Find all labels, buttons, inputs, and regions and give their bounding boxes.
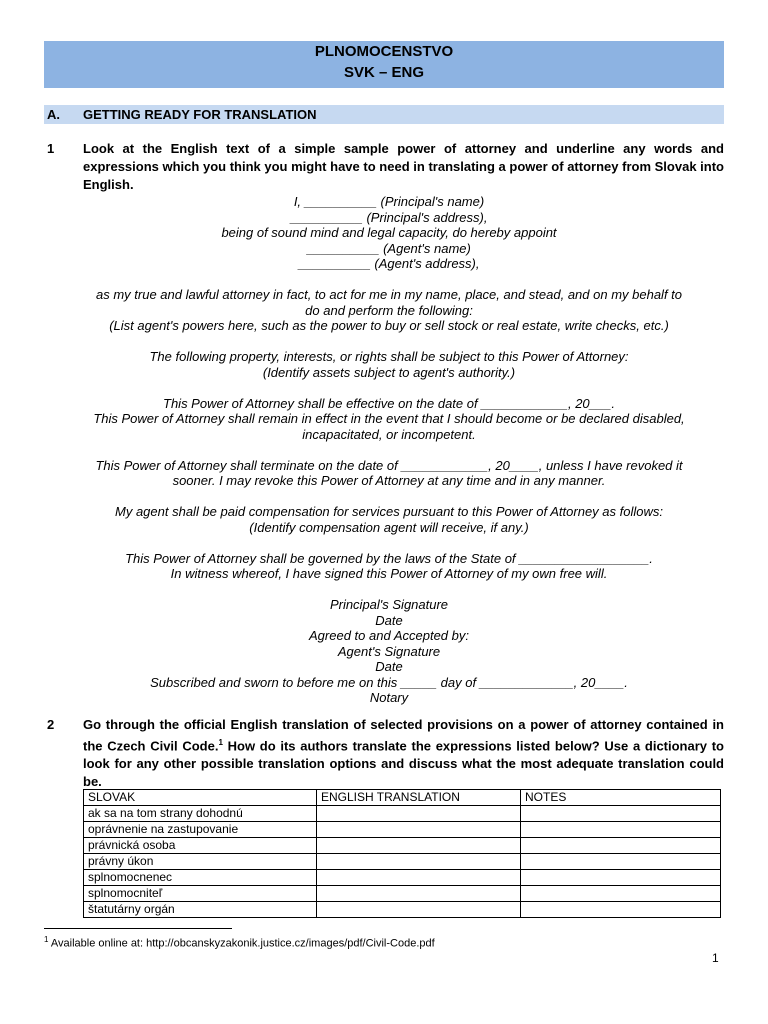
sample-line: Subscribed and sworn to before me on this _____ day of _____________, 20____. bbox=[150, 674, 628, 690]
question-number: 2 bbox=[47, 717, 55, 732]
section-number: A. bbox=[47, 107, 60, 122]
cell-notes[interactable] bbox=[521, 838, 721, 854]
sample-line: The following property, interests, or rights shall be subject to this Power of Attorney: bbox=[149, 349, 629, 364]
cell-notes[interactable] bbox=[521, 822, 721, 838]
sample-line: This Power of Attorney shall be effective on the date of ____________, 20___. bbox=[163, 395, 615, 411]
sample-gap bbox=[44, 380, 734, 396]
question-text: Look at the English text of a simple sample power of attorney and underline any words and expressions which you think you might have to need in translating a power of attorney from Slovak into English. bbox=[83, 141, 724, 192]
sample-gap bbox=[44, 582, 734, 598]
sample-line: sooner. I may revoke this Power of Attorney at any time and in any manner. bbox=[172, 473, 606, 488]
cell-slovak: oprávnenie na zastupovanie bbox=[84, 822, 317, 838]
footnote-separator bbox=[44, 928, 232, 929]
sample-line: Agreed to and Accepted by: bbox=[309, 628, 469, 643]
table-row bbox=[84, 854, 721, 870]
question-1 bbox=[44, 140, 724, 194]
sample-line: __________ (Principal's address), bbox=[290, 209, 488, 225]
question-text-part-2: How do its authors translate the expressions listed below? Use a dictionary to look for any other possible translation options and discuss what the most adequate translation could be. bbox=[83, 738, 724, 790]
table-row bbox=[84, 838, 721, 854]
sample-line: I, __________ (Principal's name) bbox=[293, 194, 485, 209]
table-row bbox=[84, 902, 721, 918]
question-text-part-1: Go through the official English translation of selected provisions on a power of attorney contained in the Czech Civil Code. bbox=[83, 717, 724, 754]
title-line-1: PLNOMOCENSTVO bbox=[314, 43, 454, 60]
sample-line: (Identify assets subject to agent's authority.) bbox=[262, 364, 516, 380]
cell-english-translation[interactable] bbox=[317, 870, 521, 886]
sample-line: Principal's Signature bbox=[329, 597, 449, 612]
cell-english-translation[interactable] bbox=[317, 838, 521, 854]
sample-gap bbox=[44, 272, 734, 288]
sample-line: __________ (Agent's address), bbox=[298, 256, 480, 271]
cell-notes[interactable] bbox=[521, 854, 721, 870]
cell-english-translation[interactable] bbox=[317, 854, 521, 870]
table-row bbox=[84, 822, 721, 838]
cell-english-translation[interactable] bbox=[317, 806, 521, 822]
sample-line: being of sound mind and legal capacity, do hereby appoint bbox=[221, 225, 557, 240]
table-header-row bbox=[84, 790, 721, 806]
sample-line: My agent shall be paid compensation for services pursuant to this Power of Attorney as follows: bbox=[115, 504, 663, 519]
column-header-slovak: SLOVAK bbox=[84, 790, 317, 806]
sample-line: incapacitated, or incompetent. bbox=[302, 426, 476, 442]
document-title bbox=[44, 41, 724, 88]
sample-gap bbox=[44, 535, 734, 551]
column-header-notes: NOTES bbox=[521, 790, 721, 806]
sample-gap bbox=[44, 489, 734, 505]
sample-line: In witness whereof, I have signed this Power of Attorney of my own free will. bbox=[170, 566, 608, 581]
footnote-mark: 1 bbox=[44, 935, 49, 944]
sample-line: Date bbox=[375, 659, 403, 674]
cell-slovak: právny úkon bbox=[84, 854, 317, 870]
sample-line: This Power of Attorney shall be governed by the laws of the State of __________________. bbox=[125, 550, 653, 566]
sample-line: as my true and lawful attorney in fact, to act for me in my name, place, and stead, and on my behalf to bbox=[95, 287, 683, 302]
column-header-english-translation: ENGLISH TRANSLATION bbox=[317, 790, 521, 806]
sample-line: Date bbox=[375, 612, 403, 628]
cell-slovak: splnomocnenec bbox=[84, 870, 317, 886]
sample-gap bbox=[44, 442, 734, 458]
sample-gap bbox=[44, 334, 734, 350]
cell-english-translation[interactable] bbox=[317, 886, 521, 902]
cell-slovak: splnomocniteľ bbox=[84, 886, 317, 902]
page-number: 1 bbox=[712, 951, 719, 965]
footnote bbox=[44, 935, 435, 950]
sample-power-of-attorney bbox=[44, 194, 734, 706]
cell-slovak: právnická osoba bbox=[84, 838, 317, 854]
cell-notes[interactable] bbox=[521, 870, 721, 886]
footnote-reference[interactable]: 1 bbox=[218, 738, 223, 747]
question-text bbox=[83, 716, 724, 791]
sample-line: do and perform the following: bbox=[305, 302, 473, 318]
section-a-heading bbox=[44, 105, 724, 124]
cell-notes[interactable] bbox=[521, 902, 721, 918]
sample-line: This Power of Attorney shall remain in effect in the event that I should become or be declared disabled, bbox=[93, 411, 685, 426]
footnote-text: Available online at: http://obcanskyzakonik.justice.cz/images/pdf/Civil-Code.pdf bbox=[48, 937, 435, 950]
cell-notes[interactable] bbox=[521, 806, 721, 822]
sample-line: This Power of Attorney shall terminate on the date of ____________, 20____, unless I have revoked it bbox=[95, 457, 683, 473]
question-2 bbox=[44, 716, 724, 791]
cell-english-translation[interactable] bbox=[317, 822, 521, 838]
sample-line: (Identify compensation agent will receive, if any.) bbox=[249, 519, 529, 535]
cell-notes[interactable] bbox=[521, 886, 721, 902]
cell-slovak: ak sa na tom strany dohodnú bbox=[84, 806, 317, 822]
terminology-table bbox=[83, 789, 721, 918]
table-row bbox=[84, 806, 721, 822]
table-row bbox=[84, 870, 721, 886]
cell-slovak: štatutárny orgán bbox=[84, 902, 317, 918]
sample-line: Agent's Signature bbox=[337, 643, 441, 659]
section-title: GETTING READY FOR TRANSLATION bbox=[83, 107, 317, 122]
sample-line: __________ (Agent's name) bbox=[307, 240, 471, 256]
sample-line: Notary bbox=[369, 690, 409, 705]
question-number: 1 bbox=[47, 141, 55, 156]
sample-line: (List agent's powers here, such as the power to buy or sell stock or real estate, write checks, etc.) bbox=[109, 318, 669, 333]
cell-english-translation[interactable] bbox=[317, 902, 521, 918]
title-line-2: SVK – ENG bbox=[343, 64, 425, 81]
table-row bbox=[84, 886, 721, 902]
